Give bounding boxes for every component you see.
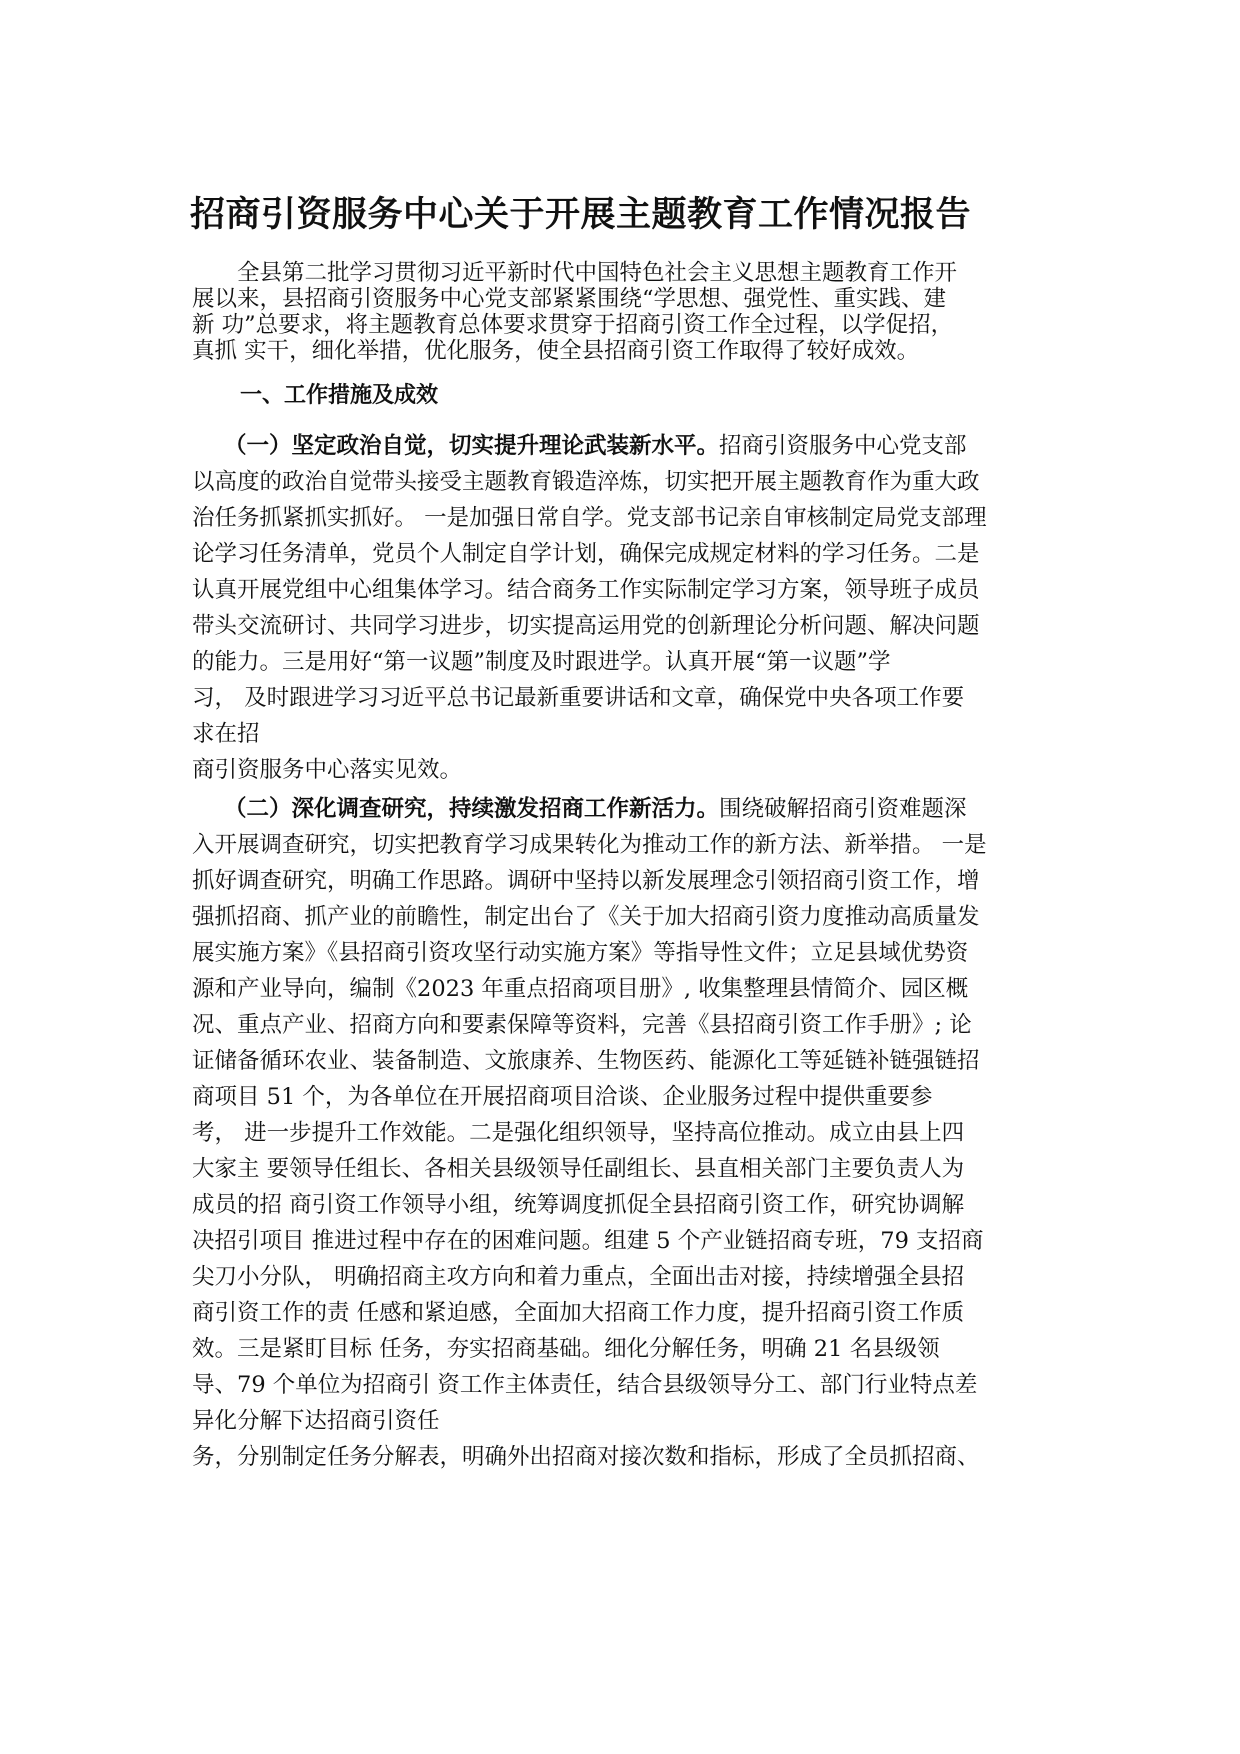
intro-line: 真抓 实干，细化举措，优化服务，使全县招商引资工作取得了较好成效。 [192, 338, 920, 364]
document-title: 招商引资服务中心关于开展主题教育工作情况报告 [190, 195, 972, 235]
paragraph-line: 考， 进一步提升工作效能。二是强化组织领导，坚持高位推动。成立由县上四 [192, 1120, 965, 1146]
paragraph-line: 以高度的政治自觉带头接受主题教育锻造淬炼，切实把开展主题教育作为重大政 [192, 469, 980, 495]
paragraph-line: 认真开展党组中心组集体学习。结合商务工作实际制定学习方案，领导班子成员 [192, 577, 980, 603]
paragraph-text: 招商引资服务中心党支部 [719, 433, 967, 459]
paragraph-line: 求在招 [192, 721, 260, 747]
paragraph-line [192, 791, 1062, 827]
subsection-heading: （二）深化调查研究，持续激发招商工作新活力。 [224, 796, 720, 822]
subsection-heading: （一）坚定政治自觉，切实提升理论武装新水平。 [224, 433, 720, 459]
paragraph-line: 展实施方案》《县招商引资攻坚行动实施方案》等指导性文件；立足县域优势资 [192, 940, 969, 966]
paragraph-line: 治任务抓紧抓实抓好。 一是加强日常自学。党支部书记亲自审核制定局党支部理 [192, 505, 987, 531]
intro-line: 全县第二批学习贯彻习近平新时代中国特色社会主义思想主题教育工作开 [192, 260, 958, 286]
paragraph-line: 异化分解下达招商引资任 [192, 1408, 440, 1434]
paragraph-line: 尖刀小分队， 明确招商主攻方向和着力重点，全面出击对接，持续增强全县招 [192, 1264, 965, 1290]
subsection-political-awareness [192, 428, 1062, 788]
paragraph-line: 证储备循环农业、装备制造、文旅康养、生物医药、能源化工等延链补链强链招 [192, 1048, 980, 1074]
paragraph-line: 习， 及时跟进学习习近平总书记最新重要讲话和文章，确保党中央各项工作要 [192, 685, 965, 711]
subsection-investigation-research [192, 791, 1062, 1475]
paragraph-line: 商引资工作的责 任感和紧迫感，全面加大招商工作力度，提升招商引资工作质 [192, 1300, 965, 1326]
paragraph-line: 务，分别制定任务分解表，明确外出招商对接次数和指标，形成了全员抓招商、 [192, 1444, 980, 1470]
intro-line: 新 功”总要求，将主题教育总体要求贯穿于招商引资工作全过程，以学促招， [192, 312, 954, 338]
paragraph-line: 论学习任务清单，党员个人制定自学计划，确保完成规定材料的学习任务。二是 [192, 541, 980, 567]
paragraph-line: 导、79 个单位为招商引 资工作主体责任，结合县级领导分工、部门行业特点差 [192, 1372, 978, 1398]
paragraph-line: 大家主 要领导任组长、各相关县级领导任副组长、县直相关部门主要负责人为 [192, 1156, 965, 1182]
paragraph-line [192, 428, 1062, 464]
paragraph-line: 带头交流研讨、共同学习进步，切实提高运用党的创新理论分析问题、解决问题 [192, 613, 980, 639]
paragraph-line: 商项目 51 个，为各单位在开展招商项目洽谈、企业服务过程中提供重要参 [192, 1084, 933, 1110]
paragraph-line: 入开展调查研究，切实把教育学习成果转化为推动工作的新方法、新举措。 一是 [192, 832, 987, 858]
paragraph-line: 的能力。三是用好“第一议题”制度及时跟进学。认真开展“第一议题”学 [192, 649, 891, 675]
paragraph-line: 商引资服务中心落实见效。 [192, 757, 463, 783]
section-heading-measures: 一、工作措施及成效 [240, 383, 439, 408]
intro-paragraph [192, 260, 1062, 364]
paragraph-line: 效。三是紧盯目标 任务，夯实招商基础。细化分解任务，明确 21 名县级领 [192, 1336, 940, 1362]
paragraph-text: 围绕破解招商引资难题深 [719, 796, 967, 822]
paragraph-line: 决招引项目 推进过程中存在的困难问题。组建 5 个产业链招商专班，79 支招商 [192, 1228, 984, 1254]
paragraph-line: 源和产业导向，编制《2023 年重点招商项目册》, 收集整理县情简介、园区概 [192, 976, 969, 1002]
intro-line: 展以来，县招商引资服务中心党支部紧紧围绕“学思想、强党性、重实践、建 [192, 286, 947, 312]
paragraph-line: 强抓招商、抓产业的前瞻性，制定出台了《关于加大招商引资力度推动高质量发 [192, 904, 980, 930]
paragraph-line: 成员的招 商引资工作领导小组，统筹调度抓促全县招商引资工作，研究协调解 [192, 1192, 965, 1218]
paragraph-line: 况、重点产业、招商方向和要素保障等资料，完善《县招商引资工作手册》; 论 [192, 1012, 972, 1038]
paragraph-line: 抓好调查研究，明确工作思路。调研中坚持以新发展理念引领招商引资工作，增 [192, 868, 980, 894]
